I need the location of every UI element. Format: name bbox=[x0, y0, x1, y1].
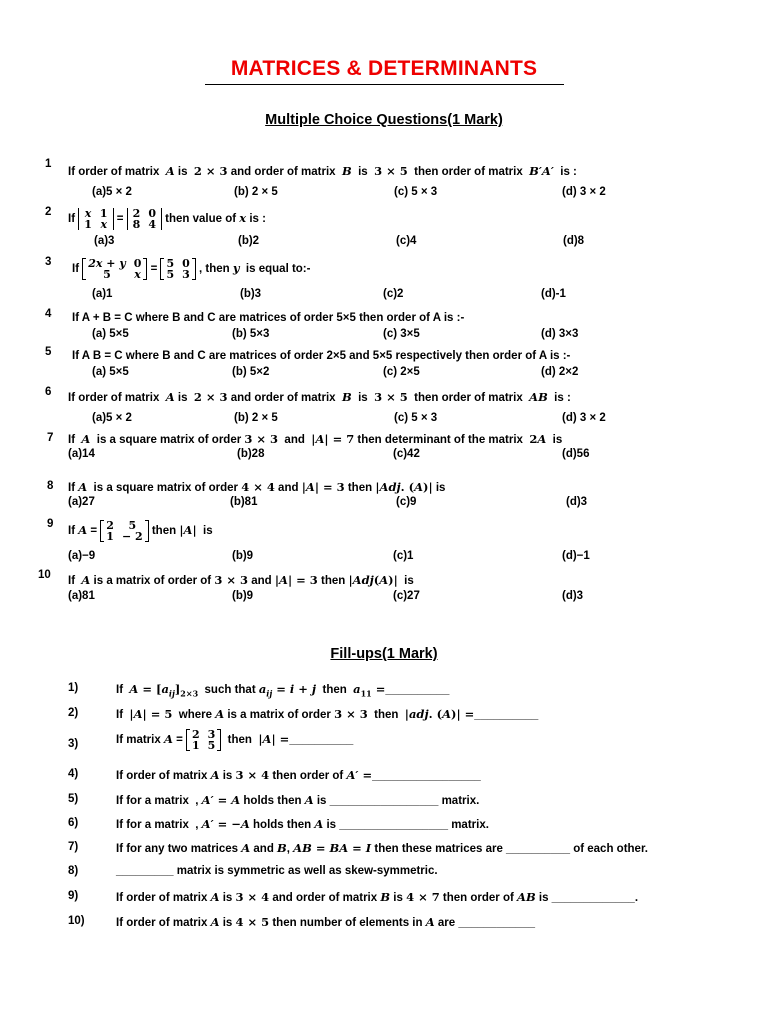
option-d: (d)3 bbox=[566, 496, 588, 508]
option-d: (d) 2×2 bbox=[541, 366, 579, 378]
option-d: (d)-1 bbox=[541, 288, 566, 300]
option-c: (c)2 bbox=[383, 288, 404, 300]
question-number: 8 bbox=[47, 480, 54, 492]
option-c: (c) 2×5 bbox=[383, 366, 420, 378]
option-d: (d) 3 × 2 bbox=[562, 412, 606, 424]
option-d: (d) 3×3 bbox=[541, 328, 579, 340]
question-number: 1 bbox=[45, 158, 52, 170]
option-b: (b)3 bbox=[240, 288, 262, 300]
question-number: 3 bbox=[45, 256, 52, 268]
option-a: (a)27 bbox=[68, 496, 95, 508]
option-a: (a)3 bbox=[94, 235, 115, 247]
option-c: (c) 5 × 3 bbox=[394, 186, 438, 198]
question-text: If A is a matrix of order of 3 × 3 and |A| = 3 then |Adj(A)| is bbox=[68, 573, 414, 587]
question-text: If 2x + y 0 5 x = 5 0 5 3 , then y is equal to:- bbox=[72, 257, 311, 281]
option-a: (a) 5×5 bbox=[92, 328, 129, 340]
fill-heading: Fill-ups(1 Mark) bbox=[330, 646, 438, 662]
option-d: (d)3 bbox=[562, 590, 584, 602]
fill-number: 10) bbox=[68, 915, 85, 927]
fill-text: _________ matrix is symmetric as well as skew-symmetric. bbox=[116, 865, 438, 877]
question-text: If A is a square matrix of order 4 × 4 and |A| = 3 then |Adj. (A)| is bbox=[68, 480, 446, 494]
page-title: MATRICES & DETERMINANTS bbox=[230, 57, 538, 80]
fill-number: 1) bbox=[68, 682, 79, 694]
option-c: (c) 5 × 3 bbox=[394, 412, 438, 424]
question-text: If A + B = C where B and C are matrices of order 5×5 then order of A is :- bbox=[72, 312, 465, 324]
question-text: If x 1 1 x = 2 0 8 4 then value of x is : bbox=[68, 207, 266, 231]
option-b: (b)9 bbox=[232, 590, 254, 602]
option-d: (d)8 bbox=[563, 235, 585, 247]
fill-text: If order of matrix A is 4 × 5 then number of elements in A are ____________ bbox=[116, 915, 536, 929]
option-b: (b)81 bbox=[230, 496, 258, 508]
option-b: (b)2 bbox=[238, 235, 260, 247]
fill-number: 8) bbox=[68, 865, 79, 877]
fill-number: 7) bbox=[68, 841, 79, 853]
option-b: (b) 5×2 bbox=[232, 366, 270, 378]
fill-text: If for any two matrices A and B, AB = BA = I then these matrices are __________ of each other. bbox=[116, 841, 648, 855]
option-c: (c)27 bbox=[393, 590, 420, 602]
option-a: (a)14 bbox=[68, 448, 95, 460]
question-text: If A B = C where B and C are matrices of order 2×5 and 5×5 respectively then order of A is :- bbox=[72, 350, 571, 362]
fill-text: If matrix A = 2 3 1 5 then |A| =__________ bbox=[116, 728, 354, 752]
fill-text: If order of matrix A is 3 × 4 and order of matrix B is 4 × 7 then order of AB is _____________. bbox=[116, 890, 639, 904]
question-number: 5 bbox=[45, 346, 52, 358]
question-number: 7 bbox=[47, 432, 54, 444]
fill-number: 6) bbox=[68, 817, 79, 829]
option-a: (a)81 bbox=[68, 590, 95, 602]
option-b: (b) 2 × 5 bbox=[234, 186, 278, 198]
question-number: 9 bbox=[47, 518, 54, 530]
option-a: (a) 5×5 bbox=[92, 366, 129, 378]
question-text: If order of matrix A is 2 × 3 and order of matrix B is 3 × 5 then order of matrix B′A′ is : bbox=[68, 164, 577, 178]
fill-number: 5) bbox=[68, 793, 79, 805]
mcq-heading: Multiple Choice Questions(1 Mark) bbox=[265, 112, 503, 128]
option-c: (c)9 bbox=[396, 496, 417, 508]
fill-text: If order of matrix A is 3 × 4 then order of A′ =_________________ bbox=[116, 768, 481, 782]
option-b: (b) 2 × 5 bbox=[234, 412, 278, 424]
title-underline bbox=[205, 84, 564, 85]
fill-text: If for a matrix , A′ = A holds then A is _________________ matrix. bbox=[116, 793, 480, 807]
option-a: (a)5 × 2 bbox=[92, 186, 132, 198]
option-d: (d)−1 bbox=[562, 550, 590, 562]
option-d: (d)56 bbox=[562, 448, 590, 460]
fill-text: If $A = [a_{ij}]_{2\times 3}$ such that $a_{ij} = i + j$ then $a_{11}$ =__________ bbox=[116, 682, 450, 699]
option-a: (a)5 × 2 bbox=[92, 412, 132, 424]
question-number: 4 bbox=[45, 308, 52, 320]
fill-number: 2) bbox=[68, 707, 79, 719]
fill-number: 4) bbox=[68, 768, 79, 780]
option-c: (c) 3×5 bbox=[383, 328, 420, 340]
option-b: (b)9 bbox=[232, 550, 254, 562]
option-c: (c)1 bbox=[393, 550, 414, 562]
question-number: 6 bbox=[45, 386, 52, 398]
fill-number: 3) bbox=[68, 738, 79, 750]
option-d: (d) 3 × 2 bbox=[562, 186, 606, 198]
question-text: If A is a square matrix of order 3 × 3 and |A| = 7 then determinant of the matrix 2A is bbox=[68, 432, 563, 446]
question-number: 10 bbox=[38, 569, 51, 581]
fill-text: If for a matrix , A′ = −A holds then A is _________________ matrix. bbox=[116, 817, 489, 831]
option-c: (c)42 bbox=[393, 448, 420, 460]
fill-number: 9) bbox=[68, 890, 79, 902]
fill-text: If |A| = 5 where A is a matrix of order 3 × 3 then |adj. (A)| =__________ bbox=[116, 707, 539, 721]
option-a: (a)1 bbox=[92, 288, 113, 300]
question-text: If order of matrix A is 2 × 3 and order of matrix B is 3 × 5 then order of matrix AB is : bbox=[68, 390, 571, 404]
option-c: (c)4 bbox=[396, 235, 417, 247]
option-b: (b)28 bbox=[237, 448, 265, 460]
question-number: 2 bbox=[45, 206, 52, 218]
option-a: (a)−9 bbox=[68, 550, 96, 562]
option-b: (b) 5×3 bbox=[232, 328, 270, 340]
question-text: If A = 2 5 1 − 2 then |A| is bbox=[68, 519, 213, 543]
